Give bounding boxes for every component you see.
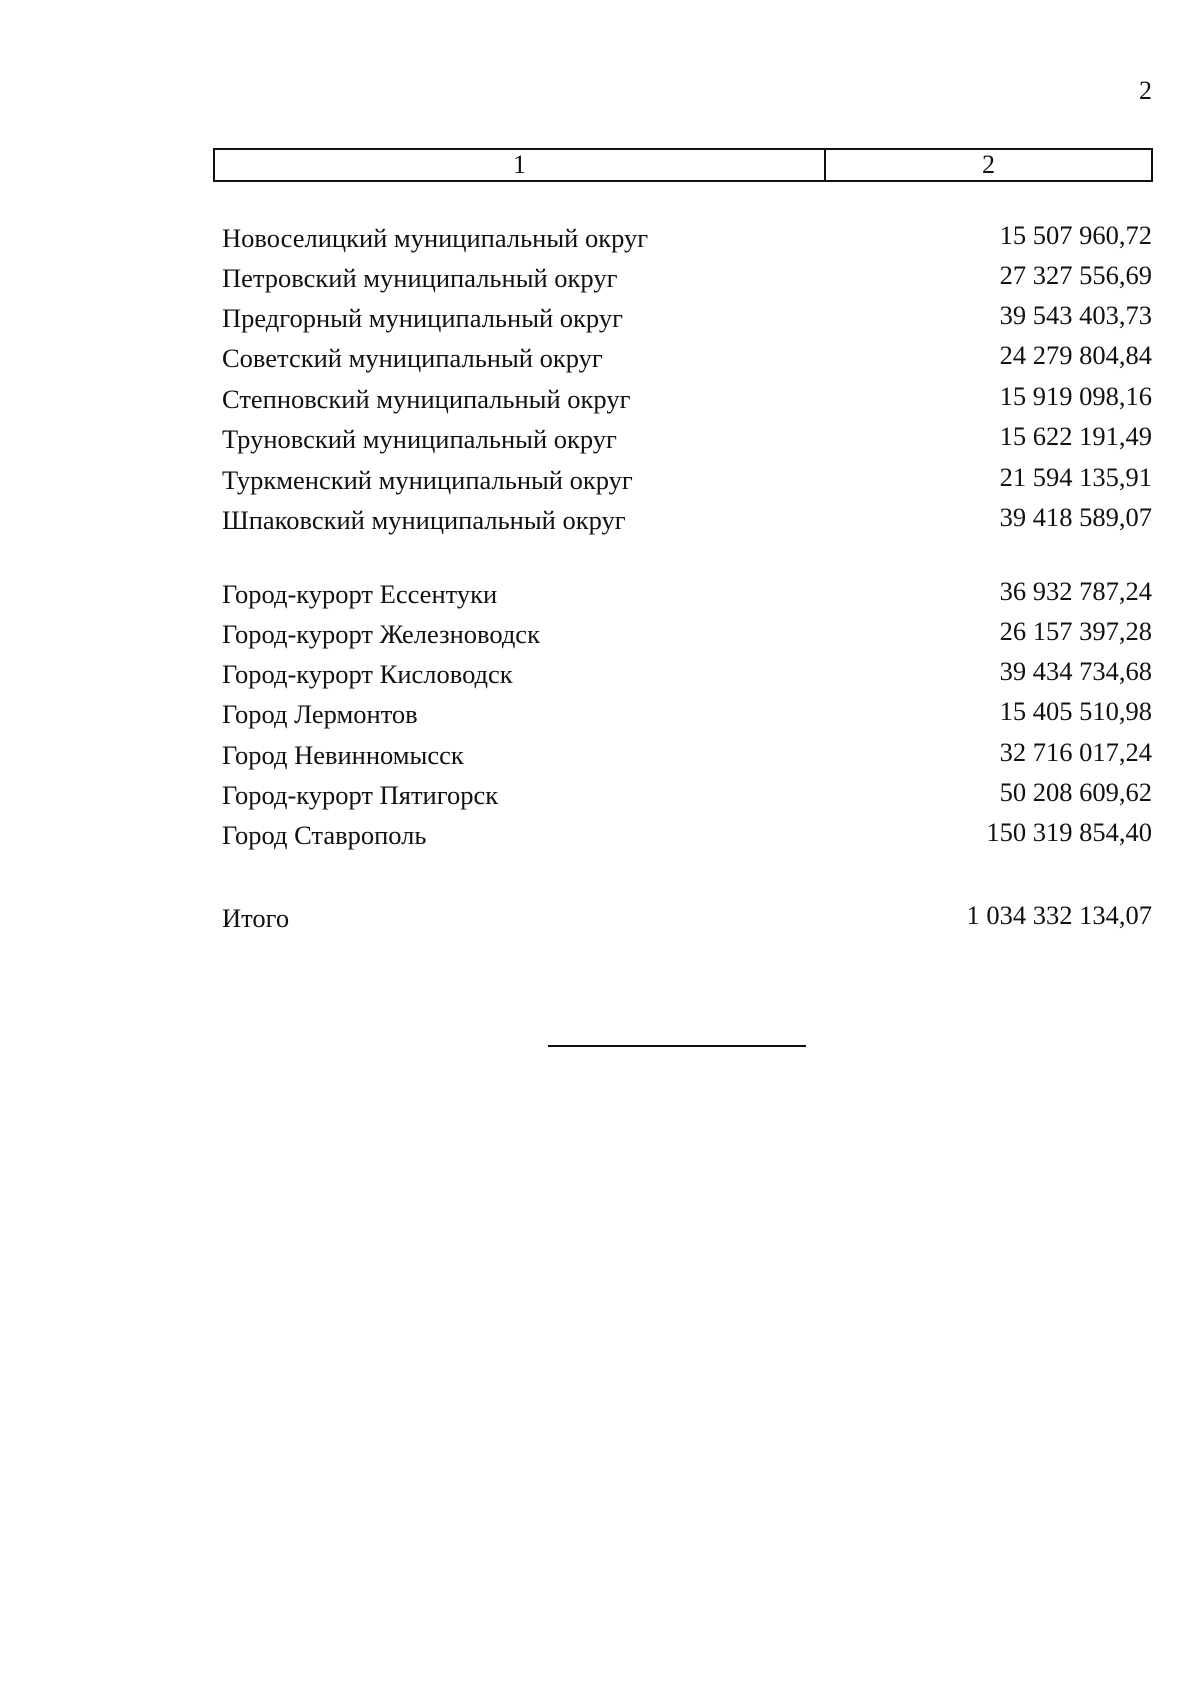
- table-row: [222, 419, 1152, 459]
- table-row: [222, 258, 1152, 298]
- row-name: Город-курорт Железноводск: [222, 619, 540, 649]
- row-value: 24 279 804,84: [999, 340, 1152, 370]
- table-row: [222, 574, 1152, 614]
- row-value: 15 507 960,72: [999, 220, 1152, 250]
- row-value: 15 622 191,49: [999, 421, 1152, 451]
- table-row: [222, 694, 1152, 734]
- row-name: Туркменский муниципальный округ: [222, 465, 633, 495]
- row-value: 50 208 609,62: [999, 777, 1152, 807]
- row-name: Степновский муниципальный округ: [222, 384, 631, 414]
- row-value: 15 919 098,16: [999, 381, 1152, 411]
- table-row: [222, 815, 1152, 855]
- total-row: [222, 898, 1152, 938]
- row-name: Предгорный муниципальный округ: [222, 303, 623, 333]
- total-label: Итого: [222, 903, 290, 933]
- page-number: 2: [1139, 76, 1152, 105]
- row-name: Город Ставрополь: [222, 820, 427, 850]
- row-value: 39 434 734,68: [999, 656, 1152, 686]
- row-value: 21 594 135,91: [999, 462, 1152, 492]
- table-row: [222, 460, 1152, 500]
- row-name: Новоселицкий муниципальный округ: [222, 223, 649, 253]
- row-name: Город-курорт Ессентуки: [222, 579, 498, 609]
- row-value: 36 932 787,24: [999, 576, 1152, 606]
- row-name: Город-курорт Кисловодск: [222, 659, 513, 689]
- row-value: 26 157 397,28: [999, 616, 1152, 646]
- table-row: [222, 614, 1152, 654]
- table-row: [222, 218, 1152, 258]
- table-header-col2: 2: [982, 150, 995, 179]
- row-value: 39 418 589,07: [999, 502, 1152, 532]
- row-value: 39 543 403,73: [999, 300, 1152, 330]
- row-name: Советский муниципальный округ: [222, 343, 603, 373]
- row-name: Город-курорт Пятигорск: [222, 780, 499, 810]
- table-row: [222, 735, 1152, 775]
- end-divider: [548, 1045, 806, 1047]
- table-header: [213, 148, 1153, 182]
- table-header-col1: 1: [215, 150, 826, 180]
- table-row: [222, 379, 1152, 419]
- table-row: [222, 775, 1152, 815]
- row-name: Город Лермонтов: [222, 699, 418, 729]
- row-value: 27 327 556,69: [999, 260, 1152, 290]
- row-name: Город Невинномысск: [222, 740, 464, 770]
- total-value: 1 034 332 134,07: [966, 900, 1152, 930]
- table-row: [222, 500, 1152, 540]
- row-name: Труновский муниципальный округ: [222, 424, 617, 454]
- row-name: Шпаковский муниципальный округ: [222, 505, 626, 535]
- table-row: [222, 654, 1152, 694]
- row-name: Петровский муниципальный округ: [222, 263, 618, 293]
- row-value: 15 405 510,98: [999, 696, 1152, 726]
- row-value: 150 319 854,40: [986, 817, 1152, 847]
- row-value: 32 716 017,24: [999, 737, 1152, 767]
- table-row: [222, 338, 1152, 378]
- table-row: [222, 298, 1152, 338]
